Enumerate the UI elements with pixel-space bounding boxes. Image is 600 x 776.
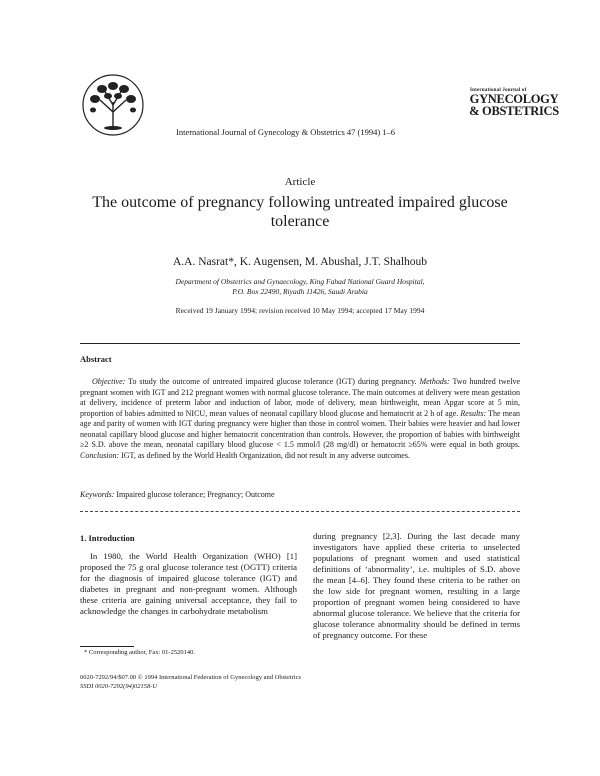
author-affiliation [120, 277, 480, 297]
results-label: Results: [460, 408, 487, 418]
affiliation-line-1: Department of Obstetrics and Gynaecology, King Fahad National Guard Hospital, [175, 277, 425, 286]
keywords [80, 490, 520, 499]
journal-citation: International Journal of Gynecology & Obstetrics 47 (1994) 1–6 [176, 127, 396, 137]
footnote-rule [80, 646, 134, 647]
corresponding-author-footnote: * Corresponding author, Fax: 01-2520140. [84, 649, 195, 656]
keywords-text: Impaired glucose tolerance; Pregnancy; Outcome [116, 490, 275, 499]
divider-rule [80, 343, 520, 344]
issn-line: 0020-7292/94/$07.00 © 1994 International Federation of Gynecology and Obstetrics [80, 674, 302, 681]
abstract-heading: Abstract [80, 354, 112, 364]
section-divider [80, 511, 520, 513]
journal-logo-small-text: International Journal of [470, 88, 527, 93]
conclusion-text: IGT, as defined by the World Health Organization, did not result in any adverse outcomes. [121, 450, 410, 460]
article-authors: A.A. Nasrat*, K. Augensen, M. Abushal, J.T. Shalhoub [172, 256, 428, 268]
methods-label: Methods: [419, 377, 450, 386]
results-text: The mean age and parity of women with IGT during pregnancy were higher than those in control women. Their babies were heavier and had lower neonatal capillary blood glucose and higher hematocrit concentration than controls. However, the proportion of babies with birthweight ≥2 S.D. above the mean, neonatal capillary blood glucose < 1.5 mmol/l (28 mg/dl) or hematocrit ≥65% were equal in both groups. [80, 408, 521, 449]
conclusion-label: Conclusion: [80, 450, 120, 460]
introduction-right-column: during pregnancy [2,3]. During the last decade many investigators have applied these criteria to unselected populations of pregnant women and used statistical definitions of ‘abnormality’, i.e. multiples of S.D. above the mean [4–6]. They found these criteria to be rather on the low side for pregnant women, resulting in a large proportion of pregnant women being considered to have abnormal glucose tolerance. We believe that the criteria for glucose tolerance abnormality should be defined in terms of pregnancy outcome. For these [313, 531, 520, 640]
objective-text: To study the outcome of untreated impaired glucose tolerance (IGT) during pregnancy. [128, 377, 417, 386]
objective-label: Objective: [92, 377, 126, 386]
journal-logo-line2: & OBSTETRICS [469, 104, 559, 118]
tree-emblem-icon [80, 72, 146, 138]
abstract-body [80, 377, 520, 461]
introduction-heading: 1. Introduction [80, 533, 135, 543]
keywords-label: Keywords: [80, 490, 115, 499]
journal-logo-line1: GYNECOLOGY [469, 92, 559, 106]
methods-text: Two hundred twelve pregnant women with IGT and 212 pregnant women with normal glucose tolerance. The main outcomes at delivery were mean gestation at delivery, incidence of preterm labor and induction of labor, mode of delivery, mean birthweight, mean Apgar score at 5 min, proportion of babies admitted to NICU, mean values of neonatal capillary blood glucose and hematocrit at 2 h of age. [80, 377, 521, 418]
affiliation-line-2: P.O. Box 22490, Riyadh 11426, Saudi Arabia [232, 287, 368, 296]
introduction-left-column: In 1980, the World Health Organization (WHO) [1] proposed the 75 g oral glucose tolerance test (OGTT) criteria for the diagnosis of impaired glucose tolerance (IGT) and diabetes in pregnant and non-pregnant women. Although these criteria are gaining universal acceptance, they fail to acknowledge the changes in carbohydrate metabolism [80, 551, 297, 616]
article-type: Article [284, 176, 316, 188]
article-title: The outcome of pregnancy following untreated impaired glucose tolerance [92, 194, 508, 230]
ssdi-line: SSDI 0020-7292(94)02158-U [80, 683, 158, 690]
journal-logo [468, 88, 560, 117]
received-dates: Received 19 January 1994; revision received 10 May 1994; accepted 17 May 1994 [175, 306, 425, 315]
publisher-logo [80, 72, 146, 138]
issn-copyright [80, 673, 301, 691]
